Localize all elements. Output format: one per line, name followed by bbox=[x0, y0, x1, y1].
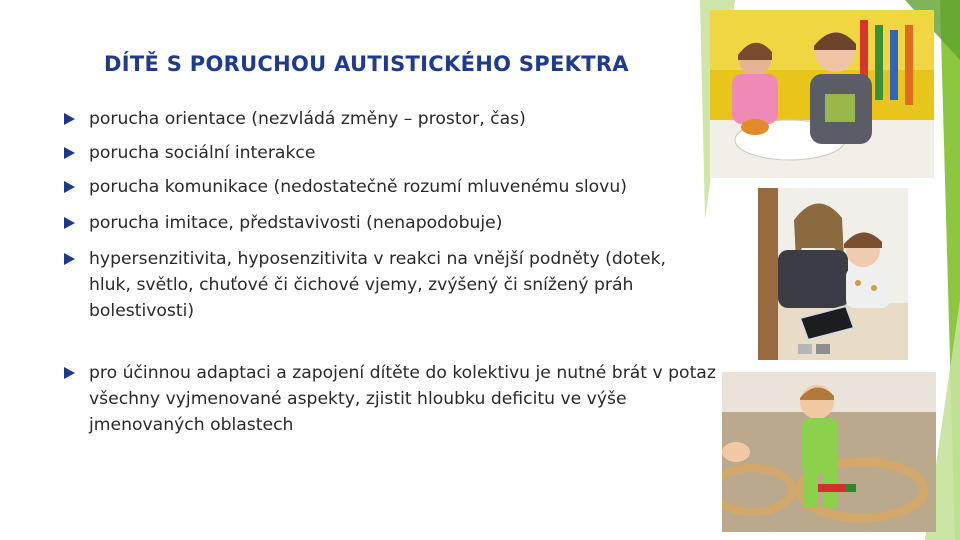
bullet-arrow-icon bbox=[64, 367, 75, 379]
bullet-text: porucha komunikace (nedostatečně rozumí mluvenému slovu) bbox=[89, 177, 627, 197]
bullet-item bbox=[64, 106, 724, 132]
bullet-arrow-icon bbox=[64, 113, 75, 125]
slide-title: DÍTĚ S PORUCHOU AUTISTICKÉHO SPEKTRA bbox=[104, 52, 629, 76]
bullet-item bbox=[64, 360, 729, 438]
bullet-arrow-icon bbox=[64, 253, 75, 265]
photo-boy-with-train bbox=[722, 372, 936, 532]
bullet-arrow-icon bbox=[64, 147, 75, 159]
bullet-item bbox=[64, 174, 709, 200]
photo-girl-with-tablet bbox=[758, 188, 908, 360]
bullet-arrow-icon bbox=[64, 217, 75, 229]
bullet-item bbox=[64, 246, 689, 324]
bullet-text: porucha orientace (nezvládá změny – prostor, čas) bbox=[89, 109, 526, 129]
bullet-text: porucha sociální interakce bbox=[89, 143, 316, 163]
photo-boy-at-table bbox=[710, 10, 934, 178]
bullet-text: porucha imitace, představivosti (nenapodobuje) bbox=[89, 213, 503, 233]
bullet-text: hypersenzitivita, hyposenzitivita v reakci na vnější podněty (dotek, hluk, světlo, chuťové či čichové vjemy, zvýšený či snížený práh bolestivosti) bbox=[89, 249, 667, 321]
bullet-text: pro účinnou adaptaci a zapojení dítěte do kolektivu je nutné brát v potaz všechny vyjmenované aspekty, zjistit hloubku deficitu ve výše jmenovaných oblastech bbox=[89, 363, 716, 435]
bullet-item bbox=[64, 140, 724, 166]
bullet-arrow-icon bbox=[64, 181, 75, 193]
bullet-list bbox=[64, 106, 724, 438]
bullet-item bbox=[64, 210, 724, 236]
